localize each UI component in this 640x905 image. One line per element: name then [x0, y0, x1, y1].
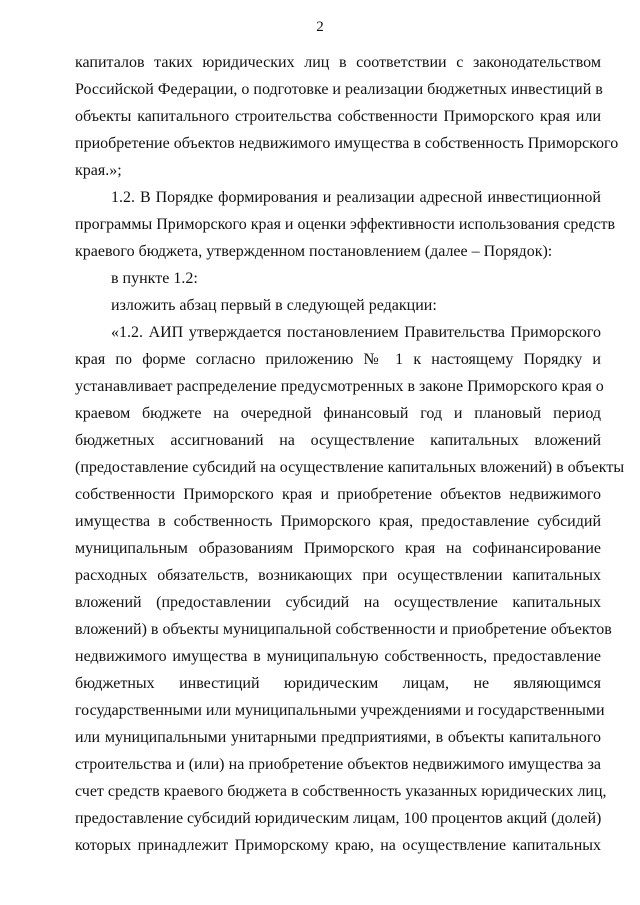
text-line: недвижимого имущества в муниципальную собственность, предоставление	[75, 648, 601, 665]
text-line: предоставление субсидий юридическим лицам, 100 процентов акций (долей)	[75, 810, 602, 827]
text-line: (предоставление субсидий на осуществление капитальных вложений) в объекты	[75, 459, 625, 476]
text-line: бюджетных инвестиций юридическим лицам, не являющимся	[75, 675, 601, 692]
text-line: имущества в собственность Приморского края, предоставление субсидий	[75, 513, 601, 530]
text-line: или муниципальными унитарными предприятиями, в объекты капитального	[75, 729, 601, 746]
text-line: собственности Приморского края и приобретение объектов недвижимого	[75, 486, 601, 503]
page-number: 2	[316, 19, 324, 35]
text-line: 1.2. В Порядке формирования и реализации адресной инвестиционной	[111, 189, 601, 206]
text-line: бюджетных ассигнований на осуществление капитальных вложений	[75, 432, 601, 449]
text-line: приобретение объектов недвижимого имущества в собственность Приморского	[75, 135, 619, 152]
text-line: в пункте 1.2:	[111, 270, 198, 287]
text-line: Российской Федерации, о подготовке и реализации бюджетных инвестиций в	[75, 81, 603, 98]
text-line: вложений) в объекты муниципальной собственности и приобретение объектов	[75, 621, 612, 638]
text-line: изложить абзац первый в следующей редакции:	[111, 297, 437, 314]
text-line: краевом бюджете на очередной финансовый год и плановый период	[75, 405, 601, 422]
text-line: края по форме согласно приложению № 1 к настоящему Порядку и	[75, 351, 601, 368]
text-line: «1.2. АИП утверждается постановлением Правительства Приморского	[111, 324, 601, 341]
text-line: государственными или муниципальными учреждениями и государственными	[75, 702, 605, 719]
text-line: капиталов таких юридических лиц в соответствии с законодательством	[75, 54, 601, 71]
document-body	[75, 49, 625, 859]
text-line: муниципальным образованиям Приморского края на софинансирование	[75, 540, 601, 557]
text-line: вложений (предоставлении субсидий на осуществление капитальных	[75, 594, 601, 611]
text-line: которых принадлежит Приморскому краю, на осуществление капитальных	[75, 837, 601, 854]
text-line: края.»;	[75, 162, 122, 179]
text-line: устанавливает распределение предусмотренных в законе Приморского края о	[75, 378, 604, 395]
text-line: объекты капитального строительства собственности Приморского края или	[75, 108, 601, 125]
text-line: программы Приморского края и оценки эффективности использования средств	[75, 216, 616, 233]
text-line: краевого бюджета, утвержденном постановлением (далее – Порядок):	[75, 243, 553, 260]
text-line: расходных обязательств, возникающих при осуществлении капитальных	[75, 567, 601, 584]
text-line: строительства и (или) на приобретение объектов недвижимого имущества за	[75, 756, 601, 773]
text-line: счет средств краевого бюджета в собственность указанных юридических лиц,	[75, 783, 607, 800]
